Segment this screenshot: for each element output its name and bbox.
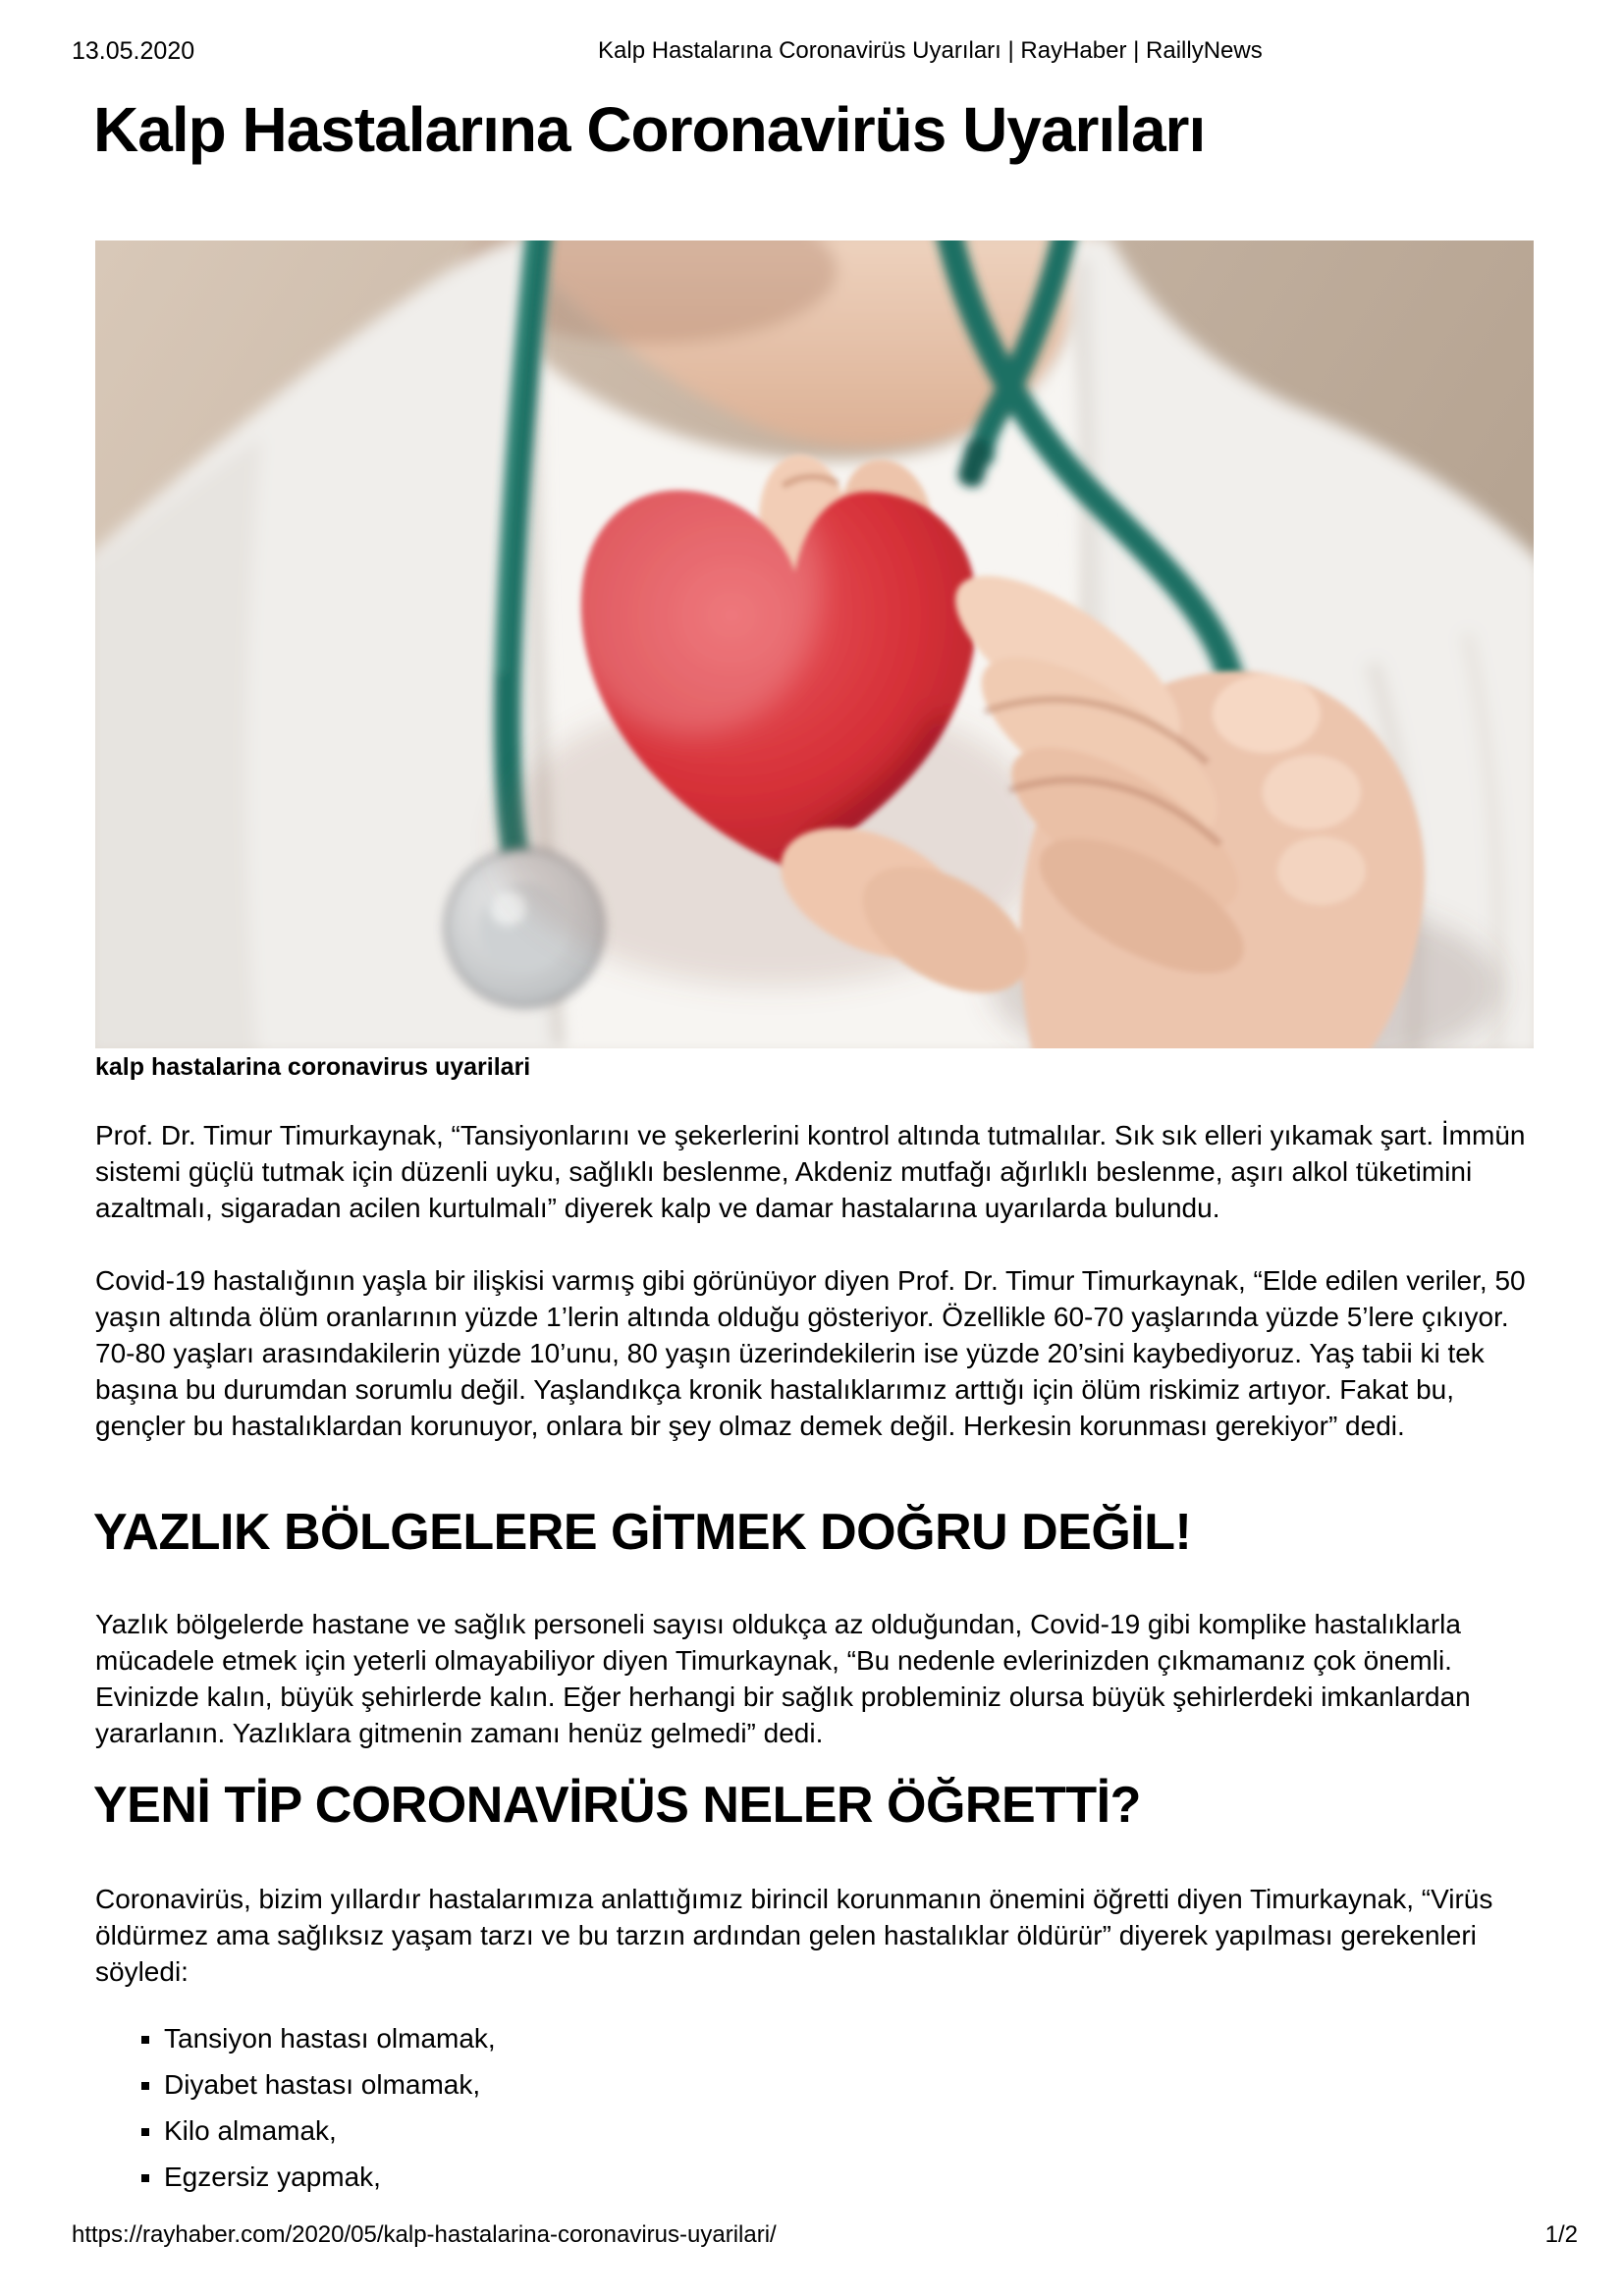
list-item: ▪ Diyabet hastası olmamak, [164, 2066, 1603, 2103]
list-item: ▪ Tansiyon hastası olmamak, [164, 2020, 1603, 2056]
print-footer-url: https://rayhaber.com/2020/05/kalp-hastalarina-coronavirus-uyarilari/ [72, 2221, 777, 2248]
section-heading-yeni-tip: YENİ TİP CORONAVİRÜS NELER ÖĞRETTİ? [93, 1777, 1141, 1834]
article-headline: Kalp Hastalarına Coronavirüs Uyarıları [93, 94, 1206, 165]
doctor-heart-illustration [95, 240, 1534, 1048]
image-caption: kalp hastalarina coronavirus uyarilari [95, 1053, 531, 1081]
article-photo-doctor-heart [95, 240, 1534, 1048]
section-heading-yazlik: YAZLIK BÖLGELERE GİTMEK DOĞRU DEĞİL! [93, 1504, 1192, 1561]
list-item: ▪ Egzersiz yapmak, [164, 2159, 1603, 2195]
article-paragraph: Coronavirüs, bizim yıllardır hastalarımıza anlattığımız birincil korunmanın önemini öğretti diyen Timurkaynak, “Virüs öldürmez ama sağlıksız yaşam tarzı ve bu tarzın ardından gelen hastalıklar öldürür” diyerek yapılması gerekenleri söyledi: [95, 1884, 1493, 1987]
article-paragraph: Covid-19 hastalığının yaşla bir ilişkisi varmış gibi görünüyor diyen Prof. Dr. Timur Timurkaynak, “Elde edilen veriler, 50 yaşın altında ölüm oranlarının yüzde 1’lerin altında olduğu gösteriyor. Özellikle 60-70 yaşlarında yüzde 5’lere çıkıyor. 70-80 yaşları arasındakilerin yüzde 10’unu, 80 yaşın üzerindekilerin ise yüzde 20’sini kaybediyoruz. Yaş tabii ki tek başına bu durumdan sorumlu değil. Yaşlandıkça kronik hastalıklarımız arttığı için ölüm riskimiz artıyor. Fakat bu, gençler bu hastalıklardan korunuyor, onlara bir şey olmaz demek değil. Herkesin korunması gerekiyor” dedi. [95, 1265, 1526, 1441]
article-paragraph: Prof. Dr. Timur Timurkaynak, “Tansiyonlarını ve şekerlerini kontrol altında tutmalılar. Sık sık elleri yıkamak şart. İmmün sistemi güçlü tutmak için düzenli uyku, sağlıklı beslenme, Akdeniz mutfağı ağırlıklı beslenme, aşırı alkol tüketimini azaltmalı, sigaradan acilen kurtulmalı” diyerek kalp ve damar hastalarına uyarılarda bulundu. [95, 1120, 1526, 1223]
print-header-title: Kalp Hastalarına Coronavirüs Uyarıları | RayHaber | RaillyNews [598, 37, 1263, 64]
article-paragraph: Yazlık bölgelerde hastane ve sağlık personeli sayısı oldukça az olduğundan, Covid-19 gibi komplike hastalıklarla mücadele etmek için yeterli olmayabiliyor diyen Timurkaynak, “Bu nedenle evlerinizden çıkmamanız çok önemli. Evinizde kalın, büyük şehirlerde kalın. Eğer herhangi bir sağlık probleminiz olursa büyük şehirlerdeki imkanlardan yararlanın. Yazlıklara gitmenin zamanı henüz gelmedi” dedi. [95, 1609, 1471, 1748]
list-item: ▪ Kilo almamak, [164, 2112, 1603, 2149]
prevention-list [95, 2020, 1603, 2205]
print-header-date: 13.05.2020 [72, 37, 195, 65]
print-footer-page-number: 1/2 [1544, 2221, 1578, 2248]
